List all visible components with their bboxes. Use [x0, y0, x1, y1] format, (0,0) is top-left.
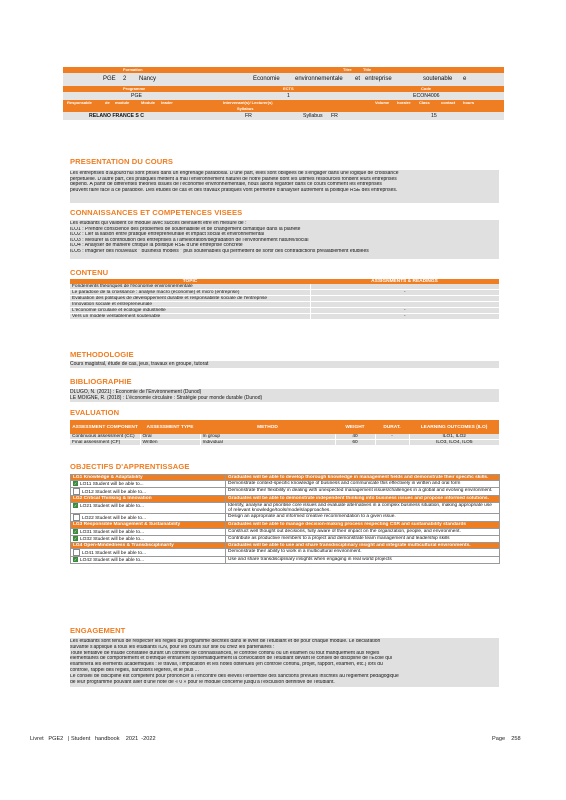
bibliography-entry: DLUGO, N. (2021) : Économie de l'Environnement (Dunod) — [70, 389, 202, 395]
outcome-label: LO31 Student will be able to... — [80, 529, 144, 535]
value-language-1: FR — [245, 113, 252, 119]
header-row-3-labels — [63, 100, 504, 112]
competences-heading: CONNAISSANCES ET COMPETENCES VISEES — [70, 208, 243, 217]
label-programme: Programme — [123, 86, 146, 91]
footer-word: PGE2 — [48, 736, 64, 742]
label-contact: contact — [441, 100, 456, 105]
competence-line: ILO3 : Mesurer la contribution des entreprises à l'amélioration/dégradation de l'environnement naturel/social — [70, 237, 309, 243]
outcome-description: Identify, analyse and prioritise core issues and evaluate alternatives in a complex business situation, making appropriate use of relevant knowledge/tools/models/approaches. — [226, 502, 500, 514]
evaluation-heading: EVALUATION — [70, 408, 120, 417]
topic-cell: Fondements théoriques de l'économie environnementale — [70, 284, 310, 290]
goal-row — [71, 475, 500, 481]
eval-header-weight: WEIGHT — [335, 420, 375, 434]
goal-description: Graduates will be able to demonstrate independent thinking into business issues and propose informed solutions. — [226, 496, 500, 502]
course-header — [63, 67, 504, 120]
presentation-line: perpétuelle. D'autre part, ces pratiques mettent à mal l'environnement naturel de notre planète dont les ultimes ressources fondent leurs entreprises — [70, 176, 397, 182]
outcome-row — [71, 481, 500, 488]
outcome-label: LO42 Student will be able to... — [80, 557, 144, 563]
label-ects: ECTS — [283, 86, 294, 91]
label-title: Title — [363, 67, 372, 72]
engagement-heading: ENGAGEMENT — [70, 626, 126, 635]
label-leader: leader — [161, 100, 173, 105]
contenu-header-topic: TOPIC — [70, 279, 310, 284]
goal-row — [71, 522, 500, 528]
contenu-header-assignments: ASSIGNMENTS & READINGS — [310, 279, 499, 284]
outcome-label: LO11 Student will be able to... — [80, 482, 144, 488]
assignment-cell: - — [310, 308, 499, 314]
methodologie-text: Cours magistral, étude de cas, jeux, travaux en groupe, tutorat — [70, 361, 499, 368]
value-syllabus-label: Syllabus — [303, 113, 323, 119]
footer-word: 2021 — [125, 736, 139, 742]
eval-weight-cell: 60 — [335, 440, 375, 446]
outcome-label: LO41 Student will be able to... — [82, 550, 146, 556]
eval-header-type: ASSESSMENT TYPE — [140, 420, 200, 434]
outcome-label: LO22 Student will be able to... — [82, 516, 146, 522]
outcome-row — [71, 488, 500, 496]
empty-checkbox-icon — [73, 488, 80, 495]
value-programme: PGE — [131, 93, 142, 99]
objectives-table — [70, 474, 500, 564]
topic-cell: Le paradoxe de la croissance : analyse macro (économie) et micro (entreprise) — [70, 290, 310, 296]
value-formation: PGE — [103, 76, 116, 82]
competence-line: ILO5 : Imaginer des nouveaux " business models " plus soutenables qui permettent de sortir des contradictions préalablement étudiées — [70, 248, 369, 254]
outcome-row — [71, 502, 500, 514]
outcome-row — [71, 528, 500, 535]
presentation-line: Les entreprises d'aujourd'hui sont prises dans un engrenage paradoxal. D'une part, elles sont obligées de s'engager dans une logique de croissance — [70, 171, 399, 176]
label-formation: Formation — [123, 67, 143, 72]
check-icon: ✓ — [73, 557, 78, 563]
label-class: Class — [419, 100, 430, 105]
evaluation-table — [70, 420, 499, 446]
footer-page — [492, 736, 521, 742]
goal-description: Graduates will be able to use and share transdisciplinary insight and integrate multicultural environments. — [226, 542, 500, 548]
label-module: module — [115, 100, 130, 105]
competence-line: Les étudiants qui valident ce module avec succès devraient être en mesure de : — [70, 221, 247, 226]
eval-header-duration: DURAT. — [375, 420, 409, 434]
value-language-2: FR — [331, 113, 338, 119]
outcome-description: Construct well thought out decisions, fully aware of their impact on the organization, people, and environment. — [226, 528, 500, 535]
footer-word: | Student — [67, 736, 91, 742]
eval-ilo-cell: ILO1, ILO2 — [409, 434, 499, 440]
competence-line: ILO1 : Prendre conscience des problèmes de soutenabilité et de changement climatique dans la planète — [70, 226, 301, 232]
header-row-4-values — [63, 112, 504, 120]
label-module-en: Module — [141, 100, 155, 105]
bibliography-entry: LE MOIGNE, R. (2018) : L'économie circulaire : Stratégie pour monde durable (Dunod) — [70, 395, 263, 402]
outcome-row — [71, 535, 500, 542]
goal-category: LG2 Critical Thinking & Innovation — [71, 496, 226, 502]
engagement-line: élémentaires de comportement et d'éthique entraînent systématiquement la convocation de l'étudiant devant le conseil de discipline de l'École qui — [70, 656, 392, 662]
goal-description: Graduates will be able to develop thorough knowledge in management fields and demonstrate their specific skills. — [226, 475, 500, 481]
outcome-description: Contribute as productive members to a project and demonstrate team management and leadership skills — [226, 535, 500, 542]
eval-component-cell: Continuous assessment (CC) — [70, 434, 140, 440]
outcome-description: Use and share transdisciplinary insights when engaging in real world projects — [226, 557, 500, 564]
engagement-line: Les étudiants sont tenus de respecter les règles du programme décrites dans le livret de l'étudiant et de pour chaque module. Le déclaration — [70, 639, 381, 644]
label-code: Code — [421, 86, 431, 91]
table-row — [70, 440, 499, 446]
outcome-row — [71, 557, 500, 564]
competence-line: ILO2 : Lier la liaison entre pratique entrepreneuriale et impact social et environnemental — [70, 232, 264, 238]
value-title-1: Economie — [253, 76, 280, 82]
page-number: 258 — [511, 736, 521, 742]
topic-cell: L'économie circulaire et écologie industrielle — [70, 308, 310, 314]
goal-description: Graduates will be able to manage decision-making process respecting CSR and sustainability standards — [226, 522, 500, 528]
check-icon: ✓ — [73, 481, 78, 487]
footer-handbook — [30, 736, 156, 742]
check-icon: ✓ — [73, 502, 78, 508]
value-title-2: environnementale — [295, 76, 343, 82]
outcome-row — [71, 514, 500, 522]
eval-weight-cell: 40 — [335, 434, 375, 440]
contenu-table — [70, 279, 499, 320]
label-volume: Volume — [375, 100, 390, 105]
label-syllabus-header: Syllabus — [237, 106, 254, 111]
engagement-line: Toute tentative de fraude constatée durant un contrôle de connaissances, le contrôle continu ou un examen ou tout manquement aux règles — [70, 650, 380, 656]
footer-word: -2022 — [141, 736, 156, 742]
assignment-cell: - — [310, 314, 499, 320]
outcome-description: Demonstrate their ability to work in a multicultural environment. — [226, 549, 500, 557]
eval-component-cell: Final assessment (CF) — [70, 440, 140, 446]
outcome-label: LO12 Student will be able to... — [82, 490, 146, 496]
bibliographie-heading: BIBLIOGRAPHIE — [70, 377, 132, 386]
engagement-text — [70, 638, 499, 687]
goal-category: LG4 Open-Mindedness & Transdisciplinarity — [71, 542, 226, 548]
presentation-heading: PRESENTATION DU COURS — [70, 157, 174, 166]
bibliographie-text — [70, 389, 499, 402]
engagement-line: suivante s'applique à tous les étudiants ICN, pour les cours sur site ou chez les partenaires : — [70, 644, 275, 650]
eval-duration-cell — [375, 440, 409, 446]
label-titre: Titre — [343, 67, 352, 72]
goal-row — [71, 496, 500, 502]
eval-method-cell: In group — [200, 434, 335, 440]
footer-word: handbook — [94, 736, 120, 742]
value-contact-hours: 15 — [431, 113, 437, 119]
outcome-description: Design an appropriate and informed creative recommendation to a given issue. — [226, 514, 500, 522]
value-module-leader: RELANO FRANCE S C — [89, 113, 145, 119]
eval-ilo-cell: ILO3, ILO4, ILO5 — [409, 440, 499, 446]
engagement-line: contrôle, rappel des règles, sanctions légères, et le plus ... — [70, 667, 199, 673]
assignment-cell: - — [310, 290, 499, 296]
goal-row — [71, 542, 500, 548]
eval-duration-cell: - — [375, 434, 409, 440]
goal-category: LG1 Knowledge & Adaptability — [71, 475, 226, 481]
value-campus: Nancy — [139, 76, 157, 82]
contenu-heading: CONTENU — [70, 268, 109, 277]
topic-cell: Vers un modèle véritablement soutenable — [70, 314, 310, 320]
presentation-text — [70, 170, 499, 203]
topic-cell: Evaluation des politiques de développement durable et responsabilité sociale de l'entreprise — [70, 296, 310, 302]
outcome-label: LO32 Student will be able to... — [80, 536, 144, 542]
value-title-4: entreprise — [365, 76, 392, 82]
eval-header-method: METHOD — [200, 420, 335, 434]
header-row-1-values — [63, 73, 504, 86]
objectifs-heading: OBJECTIFS D'APPRENTISSAGE — [70, 462, 190, 471]
page-label: Page — [492, 736, 506, 742]
label-horaire: horaire — [397, 100, 411, 105]
value-code: ECON4006 — [413, 93, 440, 99]
outcome-row — [71, 549, 500, 557]
engagement-line: Le conseil de discipline est compétent pour prononcer à l'encontre des élèves l'ensemble des sanctions prévues inscrites au règlement pédagogique — [70, 673, 399, 679]
empty-checkbox-icon — [73, 514, 80, 521]
methodologie-heading: METHODOLOGIE — [70, 350, 134, 359]
eval-header-component: ASSESSMENT COMPONENT — [70, 420, 140, 434]
engagement-line: de leur programme pouvant aller d'une note de « 0 » pour le module concerné jusqu'à l'exclusion définitive de l'étudiant. — [70, 679, 335, 685]
value-ects: 1 — [287, 93, 290, 99]
value-year: 2 — [123, 76, 127, 82]
outcome-description: Demonstrate their flexibility in dealing with unexpected management issues/challenges in a global and evolving environment. — [226, 488, 500, 496]
label-de: de — [105, 100, 110, 105]
value-title-5: soutenable — [423, 76, 453, 82]
eval-header-ilo: LEARNING OUTCOMES (ILO) — [409, 420, 499, 434]
eval-method-cell: Individual — [200, 440, 335, 446]
footer-word: Livret — [30, 736, 44, 742]
label-intervenants: Intervenant(s)/ Lecturer(s) — [223, 100, 273, 105]
table-row — [70, 314, 499, 320]
eval-type-cell: Written — [140, 440, 200, 446]
goal-category: LG3 Responsible Management & Sustainability — [71, 522, 226, 528]
outcome-label: LO21 Student will be able to... — [80, 503, 144, 509]
label-hours: hours — [463, 100, 475, 105]
header-row-2-values — [63, 92, 504, 100]
engagement-line: examinera les éléments académiques : le travail, l'implication et les notes obtenues (en contrôle continu, projet, rapport, examen, etc.) lors du — [70, 662, 383, 668]
outcome-description: Demonstrate context-specific knowledge of business and communicate this effectively in written and oral form — [226, 481, 500, 488]
competence-line: ILO4 : Analyser de manière critique la politique RSE d'une entreprise concrète — [70, 243, 243, 249]
value-title-3: et — [355, 76, 361, 82]
label-responsable: Responsable — [67, 100, 92, 105]
eval-type-cell: Oral — [140, 434, 200, 440]
presentation-line: dépend. À partir de différentes théories issues de l'économie environnementale, nous allons regarder dans ce cours comment les entreprises — [70, 182, 382, 188]
check-icon: ✓ — [73, 528, 78, 534]
presentation-line: peuvent faire face à ce paradoxe. Des études de cas et des travaux pratiques vont permettre d'analyser autrement la politique RSE des entreprises. — [70, 187, 398, 193]
topic-cell: Innovation sociale et entrepreneuriale — [70, 302, 310, 308]
empty-checkbox-icon — [73, 549, 80, 556]
value-title-6: e — [463, 76, 467, 82]
check-icon: ✓ — [73, 535, 78, 541]
competences-text — [70, 220, 499, 259]
